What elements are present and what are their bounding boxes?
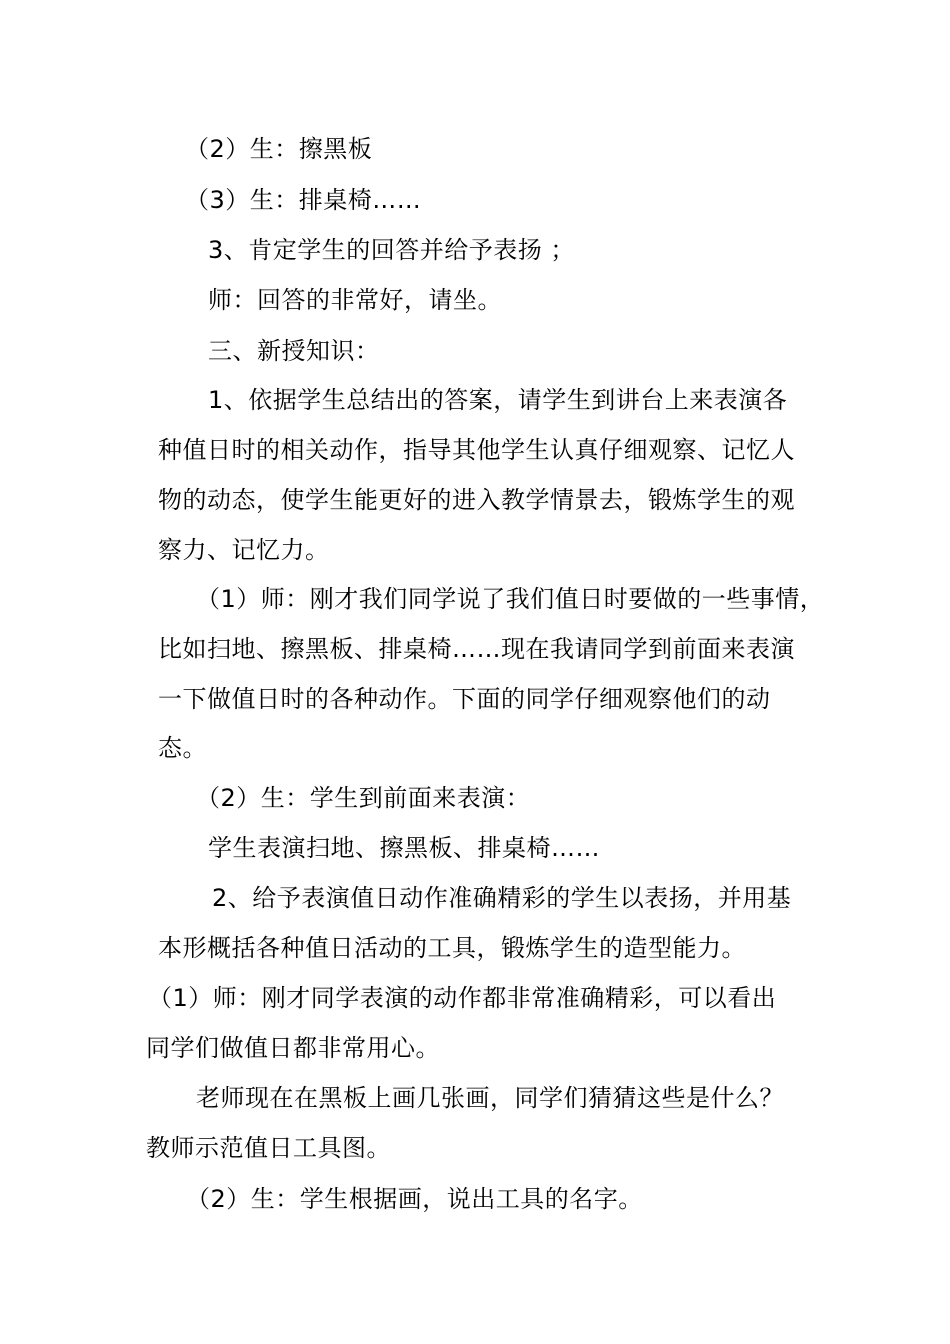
section-heading: 三、新授知识： <box>208 337 380 365</box>
text-line: （2）生：学生根据画，说出工具的名字。 <box>186 1185 643 1213</box>
text-line: 学生表演扫地、擦黑板、排桌椅…… <box>208 834 600 862</box>
text-line: （2）生：学生到前面来表演： <box>196 784 531 812</box>
text-line: 3、肯定学生的回答并给予表扬 ； <box>208 236 575 264</box>
text-line: 物的动态，使学生能更好的进入教学情景去，锻炼学生的观 <box>158 486 795 514</box>
text-line: 比如扫地、擦黑板、排桌椅……现在我请同学到前面来表演 <box>158 635 795 663</box>
text-line: 师：回答的非常好，请坐。 <box>208 286 502 314</box>
text-line: 本形概括各种值日活动的工具，锻炼学生的造型能力。 <box>158 934 746 962</box>
text-line: （3）生：排桌椅…… <box>185 186 422 214</box>
text-line: 察力、记忆力。 <box>158 536 330 564</box>
text-line: 老师现在在黑板上画几张画，同学们猜猜这些是什么？ <box>196 1084 784 1112</box>
text-line: 同学们做值日都非常用心。 <box>146 1034 440 1062</box>
text-line: 2、给予表演值日动作准确精彩的学生以表扬，并用基 <box>212 884 792 912</box>
text-line: 1、依据学生总结出的答案，请学生到讲台上来表演各 <box>208 386 788 414</box>
text-line: （1）师：刚才我们同学说了我们值日时要做的一些事情， <box>196 585 825 613</box>
text-line: 教师示范值日工具图。 <box>146 1134 391 1162</box>
text-line: （1）师：刚才同学表演的动作都非常准确精彩，可以看出 <box>148 984 777 1012</box>
text-line: 态。 <box>158 734 207 762</box>
text-line: （2）生：擦黑板 <box>185 135 373 163</box>
text-line: 种值日时的相关动作，指导其他学生认真仔细观察、记忆人 <box>158 436 795 464</box>
text-line: 一下做值日时的各种动作。下面的同学仔细观察他们的动 <box>158 685 771 713</box>
